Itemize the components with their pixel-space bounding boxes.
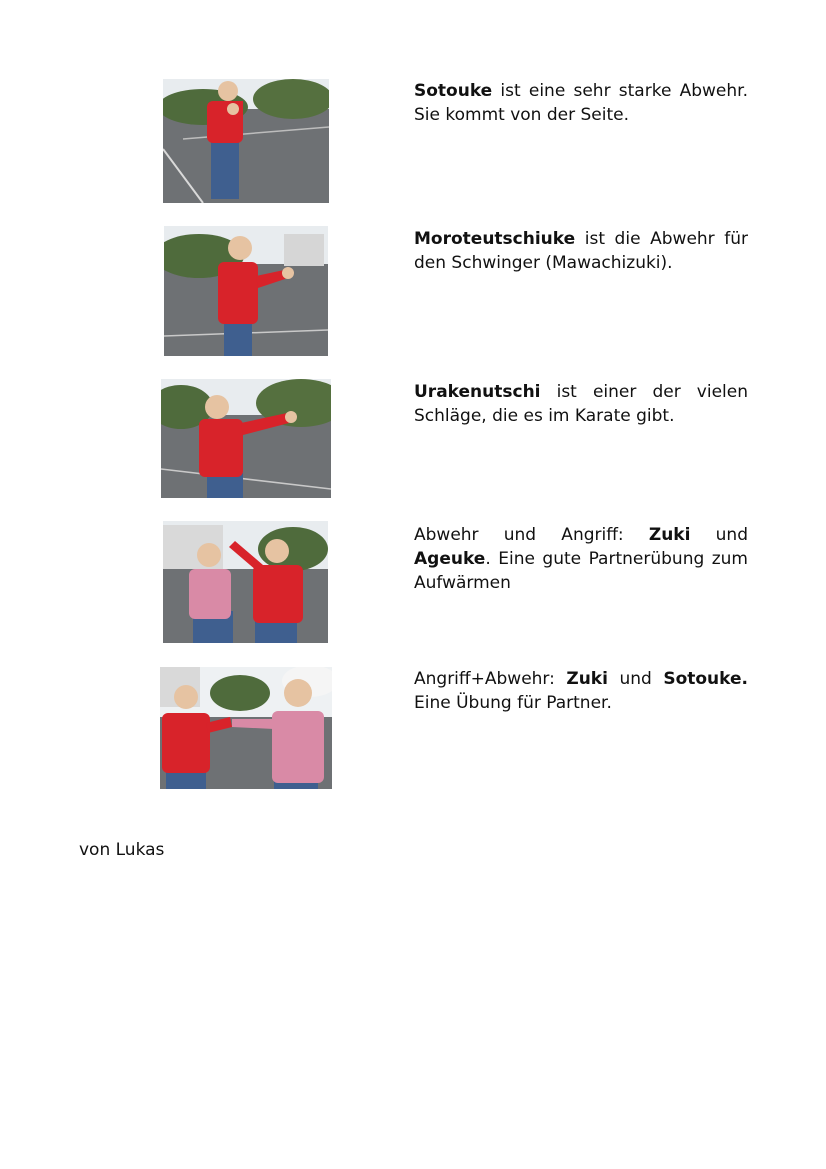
zuki-sotouke-photo [160,667,332,789]
urakenutschi-photo [161,379,331,498]
author-signature: von Lukas [79,840,165,860]
zuki-ageuke-text: Abwehr und Angriff: Zuki und Ageuke. Eine gute Partnerübung zum Aufwärmen [414,525,748,593]
moroteutschiuke-photo [164,226,328,356]
sotouke-photo [163,79,329,203]
zuki-sotouke-text: Angriff+Abwehr: Zuki und Sotouke. Eine Übung für Partner. [414,669,748,713]
sotouke-text: Sotouke ist eine sehr starke Abwehr. Sie kommt von der Seite. [414,81,748,125]
zuki-ageuke-photo [163,521,328,643]
urakenutschi-text: Urakenutschi ist einer der vielen Schläge, die es im Karate gibt. [414,382,748,426]
moroteutschiuke-text: Moroteutschiuke ist die Abwehr für den Schwinger (Mawachizuki). [414,229,748,273]
